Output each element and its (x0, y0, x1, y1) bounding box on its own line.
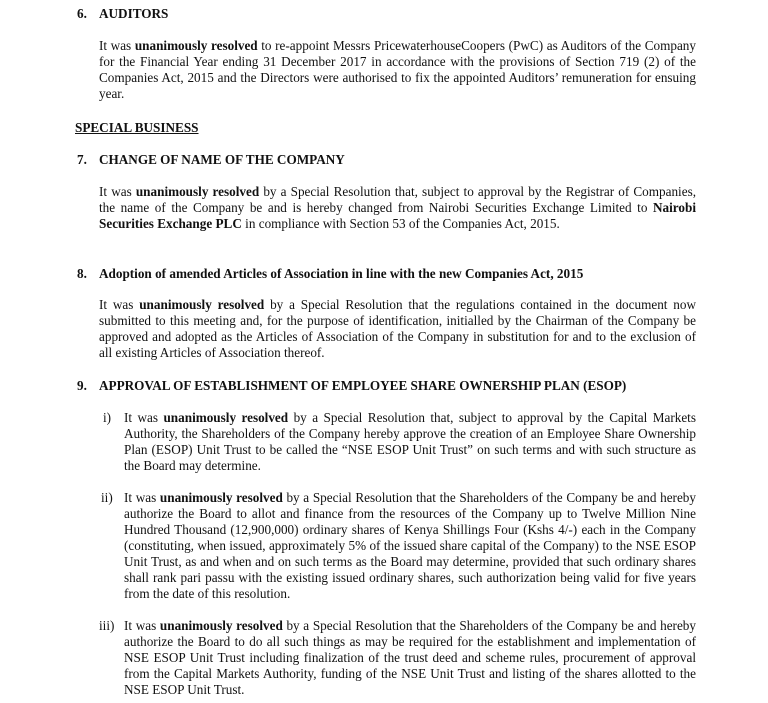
list-item: It was unanimously resolved by a Special Resolution that the Shareholders of the Company be and hereby authorize the Board to do all such things as may be required for the establishment and implementation of NSE ESOP Unit Trust including finalization of the trust deed and scheme rules, procurement of approval from the Capital Markets Authority, funding of the NSE Unit Trust and listing of the shares allotted to the NSE ESOP Unit Trust. (124, 618, 696, 697)
list-item: It was unanimously resolved by a Special Resolution that the Shareholders of the Company be and hereby authorize the Board to allot and finance from the resources of the Company up to Twelve Million Nine Hundred Thousand (12,900,000) ordinary shares of Kenya Shillings Four (Kshs 4/-) each in the Company (constituting, when issued, approximately 5% of the issued share capital of the Company) to the NSE ESOP Unit Trust, as and when and on such terms as the Board may determine, provided that such ordinary shares shall rank pari passu with the existing issued ordinary shares, such authorization being valid for five years from the date of this resolution. (124, 490, 696, 601)
paragraph-change-of-name: It was unanimously resolved by a Special Resolution that, subject to approval by the Registrar of Companies, the name of the Company be and is hereby changed from Nairobi Securities Exchange Limited to Nairobi Securities Exchange PLC in compliance with Section 53 of the Companies Act, 2015. (99, 184, 696, 231)
paragraph-articles: It was unanimously resolved by a Special Resolution that the regulations contained in the document now submitted to this meeting and, for the purpose of identification, initialled by the Chairman of the Company be approved and adopted as the Articles of Association of the Company in substitution for and to the exclusion of all existing Articles of Association thereof. (99, 297, 696, 360)
section-number: 8. (77, 266, 87, 281)
list-marker: iii) (99, 618, 115, 633)
section-title-auditors: AUDITORS (99, 6, 169, 21)
section-title-change-of-name: CHANGE OF NAME OF THE COMPANY (99, 152, 345, 167)
special-business-heading: SPECIAL BUSINESS (75, 120, 199, 135)
section-number: 9. (77, 378, 87, 393)
section-title-articles: Adoption of amended Articles of Association in line with the new Companies Act, 2015 (99, 266, 584, 281)
list-marker: ii) (101, 490, 113, 505)
list-marker: i) (103, 410, 112, 425)
paragraph-auditors: It was unanimously resolved to re-appoint Messrs PricewaterhouseCoopers (PwC) as Auditors of the Company for the Financial Year ending 31 December 2017 in accordance with the provisions of Section 719 (2) of the Companies Act, 2015 and the Directors were authorised to fix the appointed Auditors’ remuneration for ensuing year. (99, 38, 696, 101)
section-number: 6. (77, 6, 87, 21)
list-item: It was unanimously resolved by a Special Resolution that, subject to approval by the Capital Markets Authority, the Shareholders of the Company hereby approve the creation of an Employee Share Ownership Plan (ESOP) Unit Trust to be called the “NSE ESOP Unit Trust” on such terms and with such structure as the Board may determine. (124, 410, 696, 473)
section-number: 7. (77, 152, 87, 167)
section-title-esop: APPROVAL OF ESTABLISHMENT OF EMPLOYEE SHARE OWNERSHIP PLAN (ESOP) (99, 378, 627, 393)
